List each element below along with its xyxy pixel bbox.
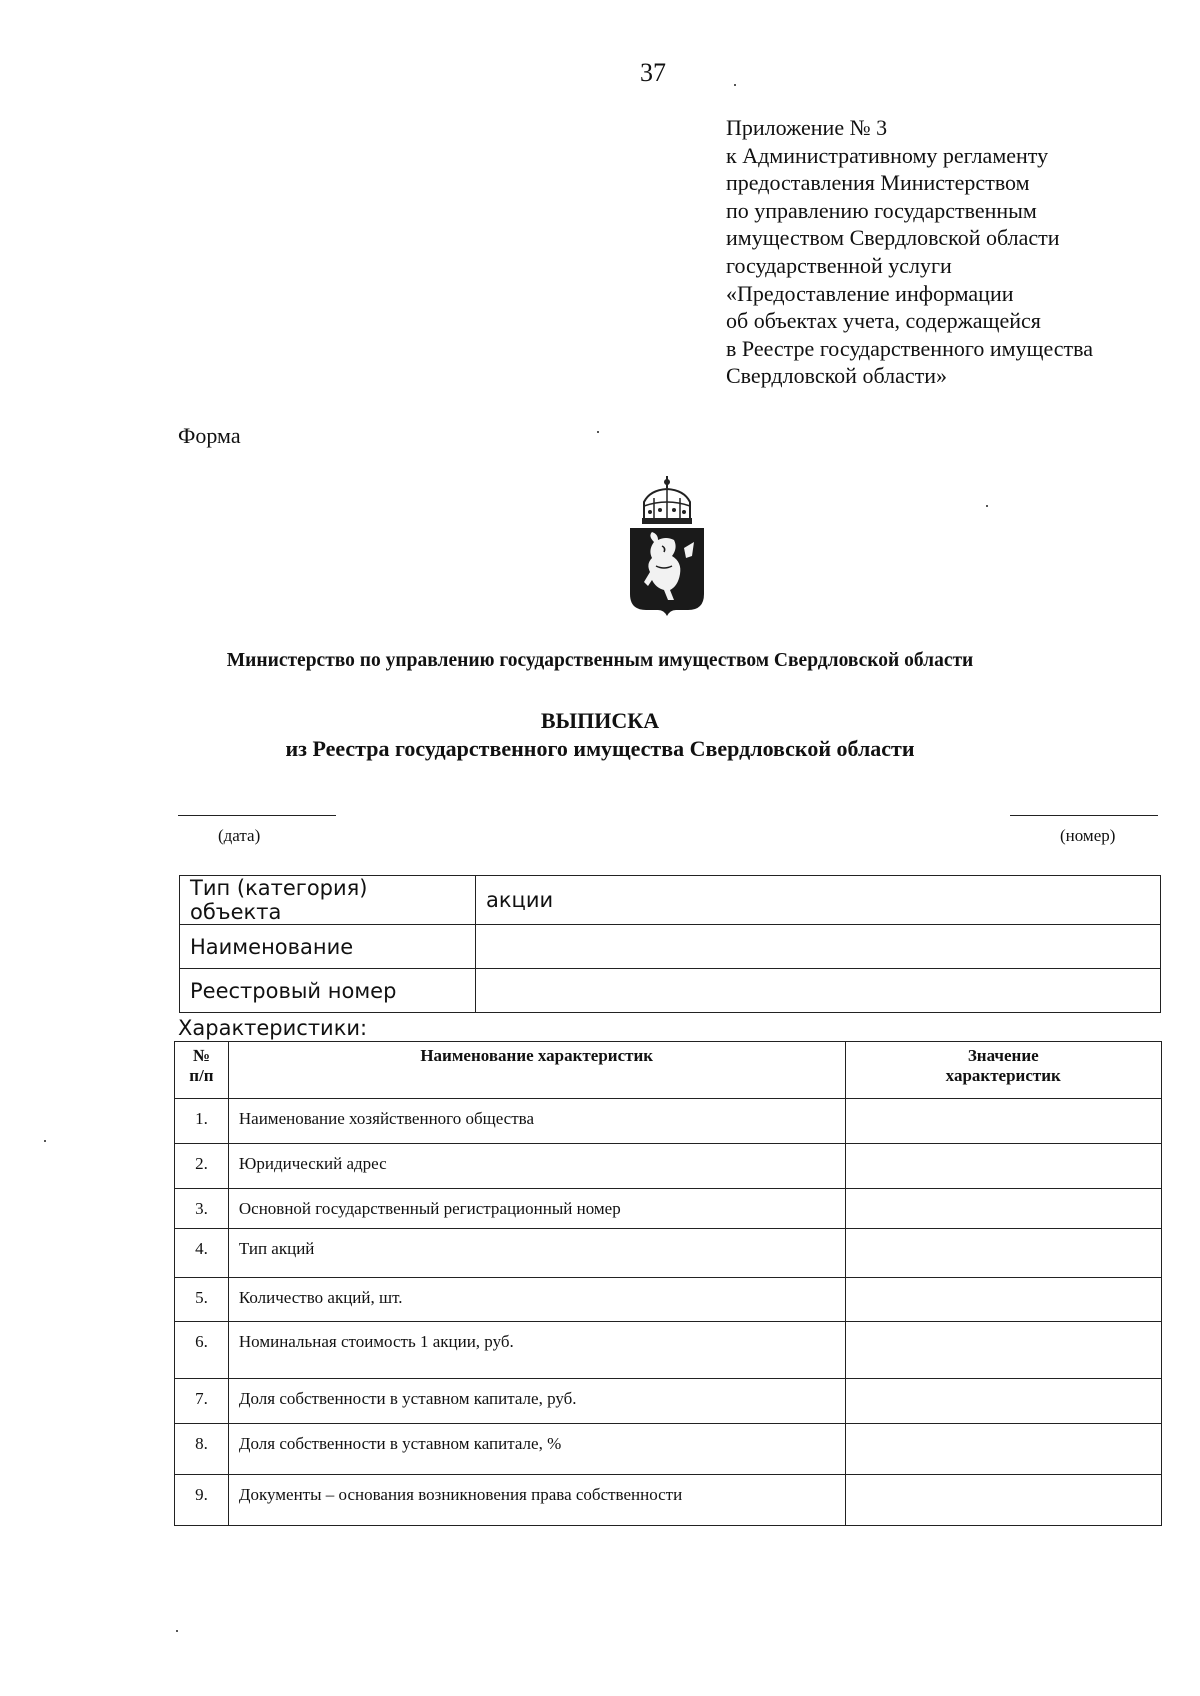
table-row	[175, 1144, 1162, 1189]
annex-line: в Реестре государственного имущества	[726, 335, 1094, 361]
row-name: Количество акций, шт.	[228, 1278, 845, 1322]
header-value-line: характеристик	[945, 1066, 1061, 1085]
scan-speck	[44, 1140, 46, 1142]
table-header-row	[175, 1042, 1162, 1099]
annex-line: об объектах учета, содержащейся	[726, 308, 1041, 334]
table-row	[175, 1189, 1162, 1229]
header-num	[175, 1042, 229, 1099]
row-value	[845, 1278, 1161, 1322]
object-type-value: акции	[476, 876, 1161, 925]
row-value	[845, 1475, 1161, 1526]
header-name: Наименование характеристик	[228, 1042, 845, 1099]
object-name-label: Наименование	[180, 925, 476, 969]
table-row	[175, 1322, 1162, 1379]
row-num: 8.	[175, 1424, 229, 1475]
characteristics-caption: Характеристики:	[178, 1016, 368, 1040]
table-row	[180, 925, 1161, 969]
row-num: 7.	[175, 1379, 229, 1424]
scan-speck	[734, 84, 736, 86]
object-type-label: Тип (категория) объекта	[180, 876, 476, 925]
row-value	[845, 1099, 1161, 1144]
row-name: Юридический адрес	[228, 1144, 845, 1189]
number-label: (номер)	[1060, 826, 1116, 845]
table-row	[175, 1379, 1162, 1424]
table-row	[175, 1278, 1162, 1322]
row-name: Наименование хозяйственного общества	[228, 1099, 845, 1144]
object-info-table	[179, 875, 1161, 1013]
table-row	[175, 1099, 1162, 1144]
row-name: Доля собственности в уставном капитале, %	[228, 1424, 845, 1475]
row-num: 3.	[175, 1189, 229, 1229]
row-value	[845, 1229, 1161, 1278]
page-number: 37	[640, 58, 666, 87]
registry-number-label: Реестровый номер	[180, 969, 476, 1013]
annex-line: к Административному регламенту	[726, 142, 1049, 168]
date-blank-line	[178, 815, 336, 816]
row-num: 6.	[175, 1322, 229, 1379]
annex-line: государственной услуги	[726, 252, 952, 278]
ministry-name: Министерство по управлению государственным имуществом Свердловской области	[226, 650, 974, 671]
scan-speck	[986, 505, 988, 507]
row-num: 9.	[175, 1475, 229, 1526]
number-blank-line	[1010, 815, 1158, 816]
annex-block	[726, 114, 1166, 390]
row-value	[845, 1424, 1161, 1475]
annex-line: Приложение № 3	[726, 115, 888, 140]
form-label: Форма	[178, 423, 241, 448]
row-num: 4.	[175, 1229, 229, 1278]
row-value	[845, 1144, 1161, 1189]
header-num-line: №	[192, 1046, 210, 1065]
table-row	[180, 969, 1161, 1013]
annex-line: Свердловской области»	[726, 363, 947, 389]
annex-line: по управлению государственным	[726, 197, 1037, 223]
row-name: Тип акций	[228, 1229, 845, 1278]
object-name-value	[476, 925, 1161, 969]
annex-line: предоставления Министерством	[726, 170, 1030, 196]
row-name: Номинальная стоимость 1 акции, руб.	[228, 1322, 845, 1379]
row-name: Доля собственности в уставном капитале, руб.	[228, 1379, 845, 1424]
scan-speck	[597, 431, 599, 433]
row-name: Основной государственный регистрационный номер	[228, 1189, 845, 1229]
row-num: 1.	[175, 1099, 229, 1144]
table-row	[180, 876, 1161, 925]
row-value	[845, 1379, 1161, 1424]
header-num-line: п/п	[189, 1066, 214, 1085]
scan-speck	[176, 1630, 178, 1632]
row-name: Документы – основания возникновения права собственности	[228, 1475, 845, 1526]
document-subtitle: из Реестра государственного имущества Свердловской области	[285, 736, 915, 761]
registry-number-value	[476, 969, 1161, 1013]
document-title: ВЫПИСКА	[540, 708, 660, 733]
date-label: (дата)	[218, 826, 261, 845]
header-value	[845, 1042, 1161, 1099]
row-num: 5.	[175, 1278, 229, 1322]
annex-line: «Предоставление информации	[726, 280, 1014, 306]
row-value	[845, 1322, 1161, 1379]
row-value	[845, 1189, 1161, 1229]
annex-line: имуществом Свердловской области	[726, 225, 1060, 251]
header-value-line: Значение	[967, 1046, 1039, 1065]
characteristics-table	[174, 1041, 1162, 1526]
table-row	[175, 1424, 1162, 1475]
coat-of-arms-icon	[626, 476, 708, 616]
table-row	[175, 1475, 1162, 1526]
table-row	[175, 1229, 1162, 1278]
row-num: 2.	[175, 1144, 229, 1189]
